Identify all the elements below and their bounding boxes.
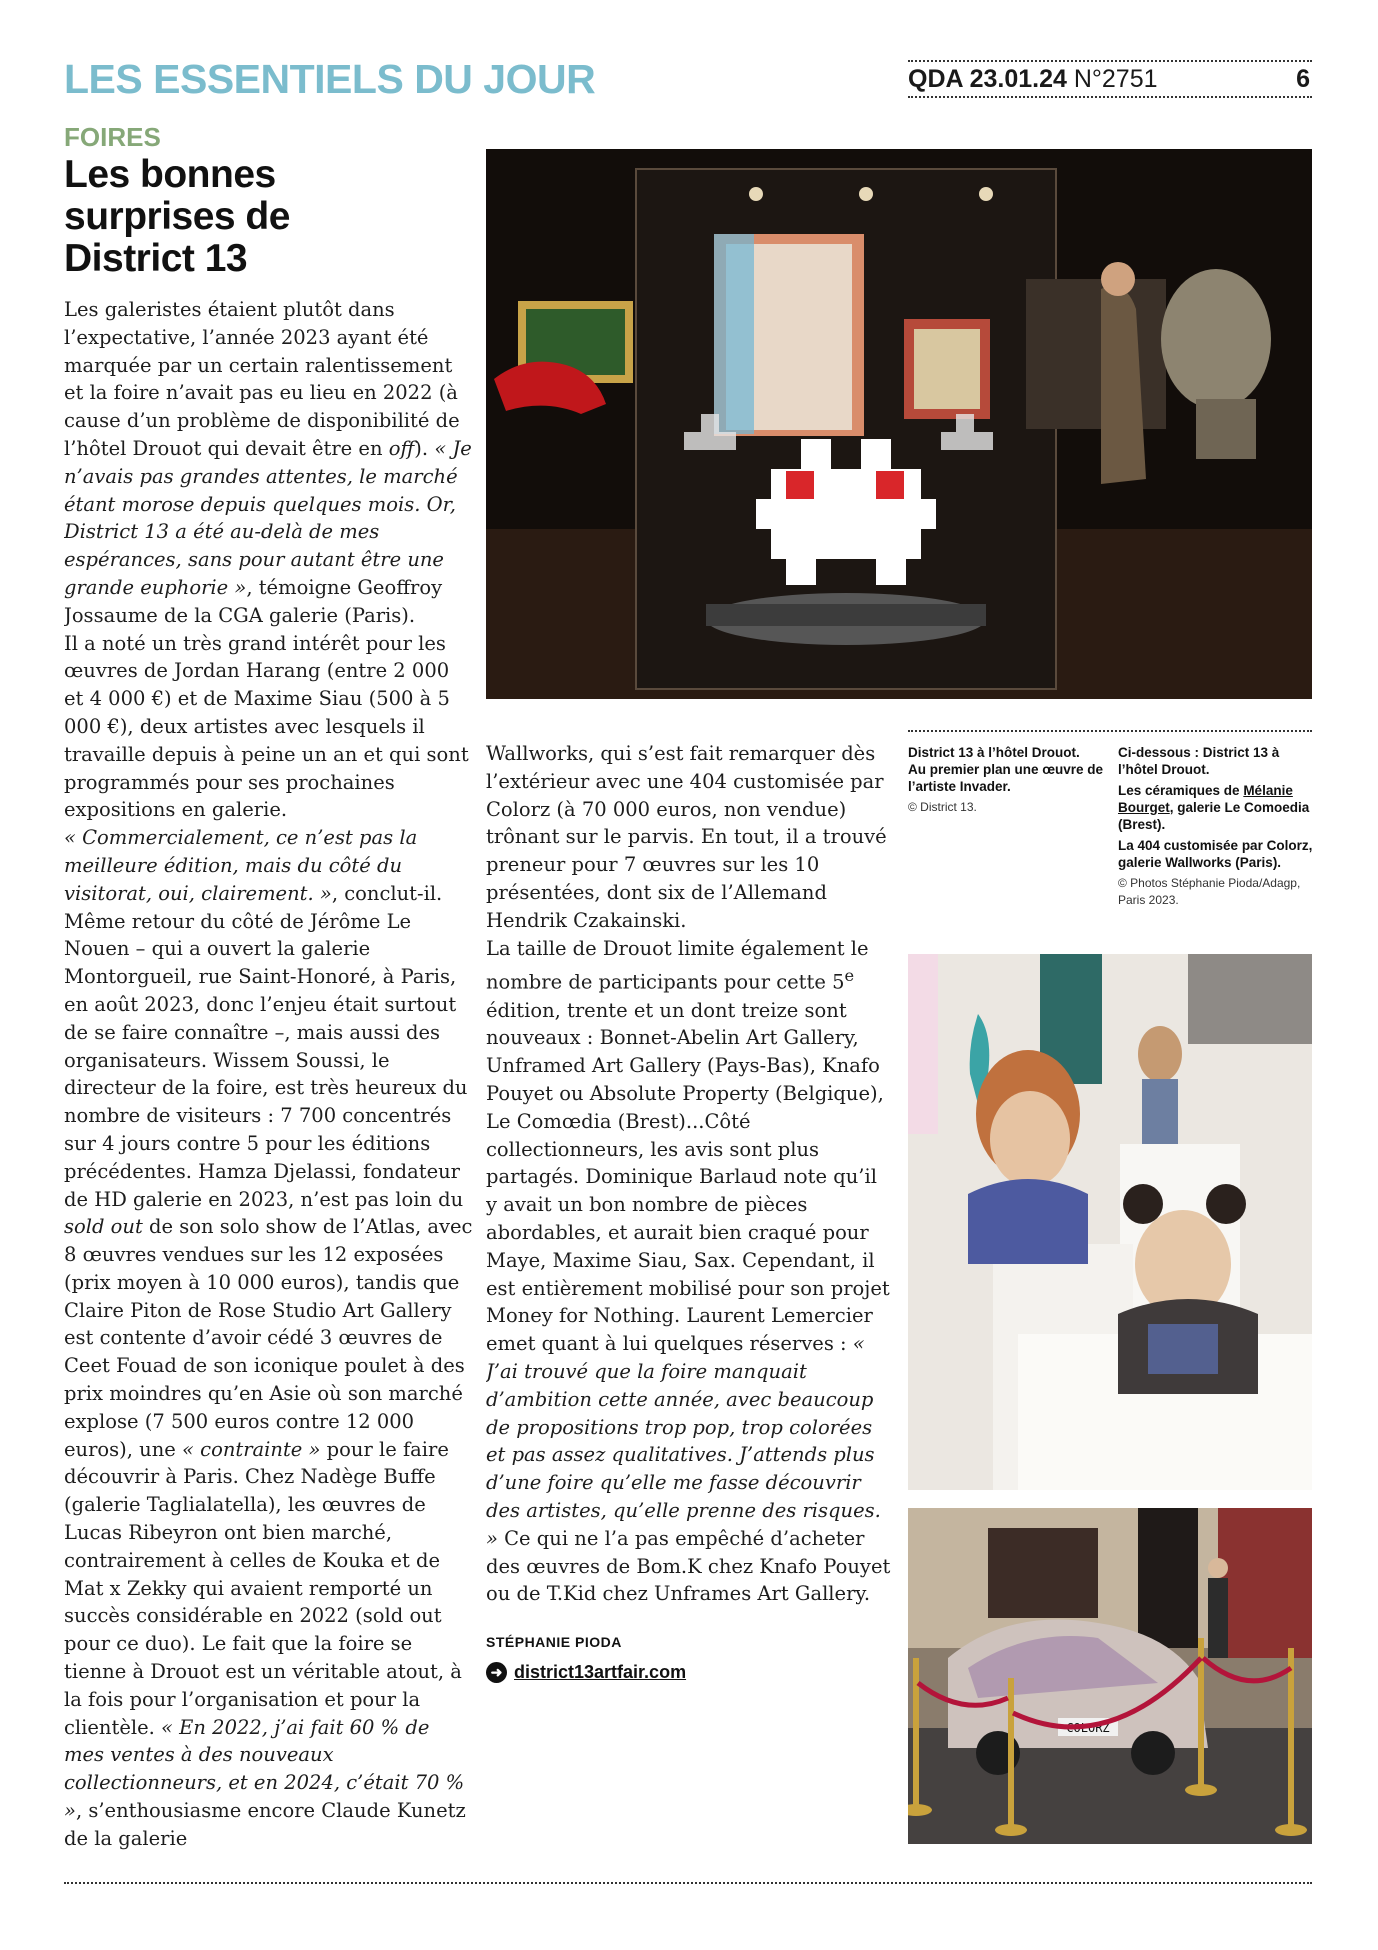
article-kicker: FOIRES [64,122,161,152]
caption-line [908,744,1108,795]
arrow-right-icon: ➜ [486,1662,507,1683]
section-title: LES ESSENTIELS DU JOUR [64,56,596,102]
photo-credit: © District 13. [908,800,977,814]
issue-info [908,65,1158,94]
text: édition, trente et un dont treize sont nouveaux : Bonnet-Abelin Art Gallery, Unframed Art Gallery (Pays-Bas), Knafo Pouyet ou Absolute Property (Belgique), Le Comœdia (Brest)...Côté collectionneurs, les avis sont plus partagés. Dominique Barlaud note qu’il y avait un bon nombre de pièces abordables, et aurait bien craqué pour Maye, Maxime Siau, Sax. Cependant, il est entièrement mobilisé pour son projet Money for Nothing. Laurent Lemercier emet quant à lui quelques réserves : [486,998,890,1356]
paragraph [64,296,474,630]
photo-404-colorz [908,1508,1312,1844]
text: Les céramiques de [1118,783,1244,798]
caption-line: Ci-dessous : District 13 à l’hôtel Drouot. [1118,745,1280,777]
link-text[interactable]: district13artfair.com [514,1662,687,1682]
text-italic: sold out [64,1215,143,1239]
article-column-2 [486,740,894,1640]
text: Au premier plan une œuvre de l’artiste Invader. [908,762,1104,794]
quote: « J’ai trouvé que la foire manquait d’ambition cette année, avec beaucoup de propositions trop pop, trop colorées et pas assez qualitatives. J’attends plus d’une foire qu’elle me fasse découvrir des artistes, qu’elle prenne des risques. » [486,1332,881,1550]
text: La taille de Drouot limite également le nombre de participants pour cette 5 [486,936,869,994]
paragraph: Il a noté un très grand intérêt pour les œuvres de Jordan Harang (entre 2 000 et 4 000 €) et de Maxime Siau (500 à 5 000 €), deux artistes avec lesquels il travaille depuis à peine un an et qui sont programmés pour ses prochaines expositions en galerie. [64,631,469,822]
page-number: 6 [1296,65,1310,93]
caption-main-photo [908,744,1108,820]
issue-info-bar [908,60,1312,98]
quote: « En 2022, j’ai fait 60 % de mes ventes à des nouveaux collectionneurs, et en 2024, c’était 70 % » [64,1715,465,1823]
photo-ceramics-illustration [908,954,1312,1490]
issue-date: QDA 23.01.24 [908,65,1067,93]
text: , conclut-il. [331,881,443,905]
text: , galerie Le Comoedia (Brest). [1118,800,1310,832]
paragraph [486,935,894,1609]
text: District 13 à l’hôtel Drouot. [908,745,1080,760]
fair-website-link[interactable] [486,1662,686,1683]
article-column-1 [64,296,474,1856]
article-byline: STÉPHANIE PIODA [486,1634,622,1650]
text: Les galeristes étaient plutôt dans l’expectative, l’année 2023 ayant été marquée par un certain ralentissement et la foire n’avait pas eu lieu en 2022 (à cause d’un problème de disponibilité de l’hôtel Drouot qui devait être en [64,298,460,460]
photo-credit: © Photos Stéphanie Pioda/Adagp, Paris 2023. [1118,876,1301,907]
photo-main-illustration [486,149,1312,699]
quote: « Je n’avais pas grandes attentes, le marché étant morose depuis quelques mois. Or, District 13 a été au-delà de mes espérances, sans pour autant être une grande euphorie » [64,436,472,599]
paragraph [64,824,474,907]
text: de son solo show de l’Atlas, avec 8 œuvres vendues sur les 12 exposées (prix moyen à 10 000 euros), tandis que Claire Piton de Rose Studio Art Gallery est contente d’avoir cédé 3 œuvres de Ceet Fouad de son iconique poulet à des prix moindres qu’en Asie où son marché explose (7 500 euros contre 12 000 euros), une [64,1215,473,1461]
artist-link[interactable]: Mélanie Bourget [1118,783,1293,815]
caption-side-photos [1118,744,1318,913]
caption-line [1118,782,1318,833]
text-italic: off [388,436,415,460]
text: Ce qui ne l’a pas empêché d’acheter des œuvres de Bom.K chez Knafo Pouyet ou de T.Kid chez Unframes Art Gallery. [486,1526,891,1606]
quote: « Commercialement, ce n’est pas la meilleure édition, mais du côté du visitorat, oui, clairement. » [64,826,418,905]
photo-car-illustration [908,1508,1312,1844]
footer-divider [64,1882,1312,1884]
issue-number: N°2751 [1073,65,1158,93]
text: pour le faire découvrir à Paris. Chez Nadège Buffe (galerie Taglialatella), les œuvres de Lucas Ribeyron ont bien marché, contrairement à celles de Kouka et de Mat x Zekky qui avaient remporté un succès considérable en 2022 (sold out pour ce duo). Le fait que la foire se tienne à Drouot est un véritable atout, à la fois pour l’organisation et pour la clientèle. [64,1437,462,1739]
paragraph: Wallworks, qui s’est fait remarquer dès l’extérieur avec une 404 customisée par Colorz (à 70 000 euros, non vendue) trônant sur le parvis. En tout, il a trouvé preneur pour 7 œuvres sur les 10 présentées, dont six de l’Allemand Hendrik Czakainski. [486,742,887,932]
text: , s’enthousiasme encore Claude Kunetz de la galerie [64,1799,466,1850]
text: , témoigne Geoffroy Jossaume de la CGA galerie (Paris). [64,575,443,627]
text: Même retour du côté de Jérôme Le Nouen – qui a ouvert la galerie Montorgueil, rue Saint-Honoré, à Paris, en août 2023, donc l’enjeu était surtout de se faire connaître –, mais aussi des organisateurs. Wissem Soussi, le directeur de la foire, est très heureux du nombre de visiteurs : 7 700 concentrés sur 4 jours contre 5 pour les éditions précédentes. Hamza Djelassi, fondateur de HD galerie en 2023, n’est pas loin du [64,909,468,1211]
caption-line: La 404 customisée par Colorz, galerie Wallworks (Paris). [1118,838,1313,870]
photo-ceramics-melanie-bourget [908,954,1312,1490]
license-plate: COLORZ [1066,1721,1110,1735]
quote: « contrainte » [182,1437,321,1461]
caption-divider [908,730,1312,732]
text: ). [414,436,435,460]
photo-district13-drouot [486,149,1312,699]
text-superscript: e [844,966,855,986]
paragraph [64,908,474,1853]
article-headline: Les bonnes surprises de District 13 [64,153,290,280]
